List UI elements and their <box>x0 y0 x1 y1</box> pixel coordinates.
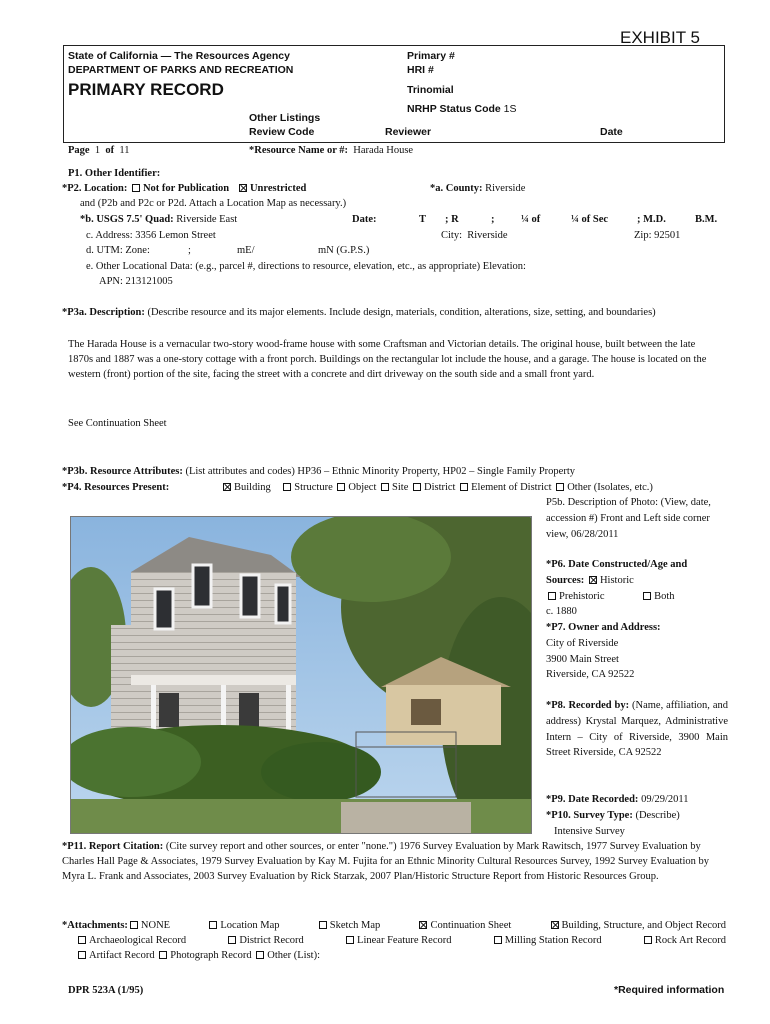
p6-date-constructed: *P6. Date Constructed/Age and Sources: Historic Prehistoric Both c. 1880 <box>546 557 728 620</box>
p2b-bm: B.M. <box>695 214 718 225</box>
p2e-apn: APN: 213121005 <box>99 276 173 287</box>
required-info: *Required information <box>614 984 725 996</box>
p2-location: *P2. Location: Not for Publication Unrestricted <box>62 183 307 194</box>
district-checkbox[interactable] <box>413 483 421 491</box>
p2c-address: c. Address: 3356 Lemon Street <box>86 230 216 241</box>
milling-station-checkbox[interactable] <box>494 936 502 944</box>
page-number: Page 1 of 11 <box>68 145 130 156</box>
p3a-description-text: The Harada House is a vernacular two-story wood-frame house with some Craftsman and Victorian details. The original house, built between the late 1870s and 1887 was a one-story cottage with a front porch. Buildings on the rectangular lot include the house, and a garage. The house is located on the western (front) portion of the site, facing the street with a concrete and dirt driveway on the south side and a small front yard. <box>68 339 707 381</box>
element-district-checkbox[interactable] <box>460 483 468 491</box>
other-listings: Other Listings <box>249 112 321 124</box>
building-record-checkbox[interactable] <box>551 921 559 929</box>
p2b-md: ; M.D. <box>637 214 666 225</box>
p3b-attributes: *P3b. Resource Attributes: (List attributes and codes) HP36 – Ethnic Minority Property, HP02 – Single Family Property <box>62 466 575 477</box>
p2d-mn: mN (G.P.S.) <box>318 245 370 256</box>
unrestricted-checkbox[interactable] <box>239 184 247 192</box>
photograph-checkbox[interactable] <box>159 951 167 959</box>
p7-owner: *P7. Owner and Address: City of Riverside 3900 Main Street Riverside, CA 92522 <box>546 622 661 681</box>
form-number: DPR 523A (1/95) <box>68 985 144 996</box>
p5b-photo-description: P5b. Description of Photo: (View, date, accession #) Front and Left side corner view, 06/28/2011 <box>546 497 711 540</box>
p2c-city: City: Riverside <box>441 230 508 241</box>
linear-feature-checkbox[interactable] <box>346 936 354 944</box>
archaeological-checkbox[interactable] <box>78 936 86 944</box>
p2c-zip: Zip: 92501 <box>634 230 681 241</box>
agency-line2: DEPARTMENT OF PARKS AND RECREATION <box>68 63 294 76</box>
p2b-usgs: *b. USGS 7.5' Quad: Riverside East <box>80 214 238 225</box>
p9-date-recorded: *P9. Date Recorded: 09/29/2011 <box>546 794 689 805</box>
p2d-utm-semi: ; <box>188 245 191 256</box>
p10-survey-type: *P10. Survey Type: (Describe) Intensive Survey <box>546 810 680 837</box>
p1-other-identifier: P1. Other Identifier: <box>68 168 161 179</box>
date-label: Date <box>600 126 623 138</box>
exhibit-label: EXHIBIT 5 <box>620 28 700 47</box>
site-checkbox[interactable] <box>381 483 389 491</box>
building-checkbox[interactable] <box>223 483 231 491</box>
structure-checkbox[interactable] <box>283 483 291 491</box>
nrhp-label: NRHP Status Code <box>407 102 501 115</box>
agency-line1: State of California — The Resources Agency <box>68 50 290 62</box>
p2b-t: T <box>419 214 427 225</box>
p8-recorded-by: *P8. Recorded by: (Name, affiliation, and address) Krystal Marquez, Administrative Intern – City of Riverside, 3900 Main Street Riverside, CA 92522 <box>546 700 728 759</box>
other-listings-block <box>249 112 320 139</box>
p2b-date: Date: <box>352 214 377 225</box>
header-ids <box>407 50 517 117</box>
resource-name: *Resource Name or #: Harada House <box>249 145 414 156</box>
location-map-checkbox[interactable] <box>209 921 217 929</box>
agency-block <box>68 50 293 77</box>
hri-number: HRI # <box>407 63 434 76</box>
p2-county: *a. County: Riverside <box>430 183 526 194</box>
p2-line2: and (P2b and P2c or P2d. Attach a Location Map as necessary.) <box>80 198 347 209</box>
record-title: PRIMARY RECORD <box>68 80 224 99</box>
not-publication-checkbox[interactable] <box>132 184 140 192</box>
p2d-utm: d. UTM: Zone: <box>86 245 150 256</box>
p2b-semi: ; <box>491 214 495 225</box>
p2b-quarter2: ¼ of Sec <box>571 214 609 225</box>
p11-report-citation: *P11. Report Citation: (Cite survey report and other sources, or enter "none.") 1976 Survey Evaluation by Mark Rawitsch, 1977 Survey Evaluation by Charles Hall Page & Associates, 1979 Survey Evaluation by Kay M. Fujita for an Ethnic Minority Cultural Resources Survey, 1992 Survey Evaluation by Myra L. Frank and Associates, 2003 Survey Evaluation by Rick Starzak, 2007 Plan/Historic Structure Report from Historic Resources Group. <box>62 841 710 883</box>
trinomial: Trinomial <box>407 84 454 97</box>
sketch-map-checkbox[interactable] <box>319 921 327 929</box>
p2b-quarter1: ¼ of <box>521 214 541 225</box>
prehistoric-checkbox[interactable] <box>548 592 556 600</box>
other-checkbox[interactable] <box>556 483 564 491</box>
artifact-checkbox[interactable] <box>78 951 86 959</box>
p2e-other-loc: e. Other Locational Data: (e.g., parcel #, directions to resource, elevation, etc., as appropriate) Elevation: <box>86 261 526 272</box>
review-code: Review Code <box>249 125 315 138</box>
reviewer-label: Reviewer <box>385 126 432 138</box>
rock-art-checkbox[interactable] <box>644 936 652 944</box>
p2d-me: mE/ <box>237 245 255 256</box>
district-record-checkbox[interactable] <box>228 936 236 944</box>
p4-label: *P4. Resources Present: <box>62 482 170 493</box>
p3a-see-continuation: See Continuation Sheet <box>68 418 167 429</box>
continuation-checkbox[interactable] <box>419 921 427 929</box>
house-photo <box>70 516 532 834</box>
both-checkbox[interactable] <box>643 592 651 600</box>
object-checkbox[interactable] <box>337 483 345 491</box>
attachments: *Attachments: NONE Location Map Sketch Map Continuation Sheet Building, Structure, and Object Record Archaeological Record District Record Linear Feature Record Milling Station Record Rock Art Record Artifact Record Photograph Record Other (List): <box>62 920 726 962</box>
none-checkbox[interactable] <box>130 921 138 929</box>
nrhp-status <box>407 103 517 117</box>
p6-value: c. 1880 <box>546 606 577 618</box>
historic-checkbox[interactable] <box>589 576 597 584</box>
p2b-r: ; R <box>445 214 459 225</box>
nrhp-value: 1S <box>503 102 517 115</box>
house-photo-image <box>71 517 532 834</box>
p3a-description-head: *P3a. Description: (Describe resource and its major elements. Include design, materials, condition, alterations, size, setting, and boundaries) <box>62 307 656 318</box>
other-list-checkbox[interactable] <box>256 951 264 959</box>
p4-resources: Building Structure Object Site District Element of District Other (Isolates, etc.) <box>221 480 653 495</box>
primary-number: Primary # <box>407 50 455 62</box>
